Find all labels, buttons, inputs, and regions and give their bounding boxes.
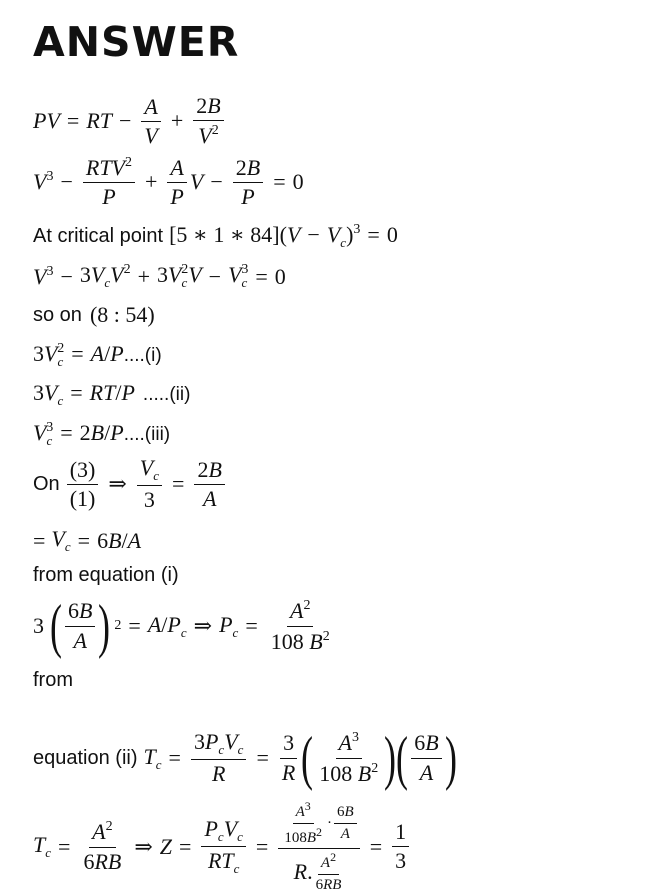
text-at-critical-point: At critical point	[33, 225, 164, 247]
text-on: On	[33, 472, 60, 495]
tag-eq-iii: ....(iii)	[123, 423, 171, 445]
equation-line-15: $T_c$ = $\frac{A^2}{6RB}$ ⇒ Z = $\frac{P_cV_c}{RT_c}$ = $\frac{A^3}{108B^2}$ · $\frac{6B}{A}$ R . $\frac{A^2}{6RB}$ = $\frac{1}{3}$	[33, 800, 412, 893]
text-so-on: so on	[33, 303, 82, 326]
equation-line-5: so on (8 : 54)	[33, 302, 155, 327]
tag-eq-ii: .....(ii)	[142, 383, 191, 405]
text-equation-ii: equation (ii)	[33, 746, 138, 769]
equation-line-10: = $V_c$ = 6B/A	[33, 526, 142, 554]
equation-line-1: PV = RT − $\frac{A}{V}$ + $\frac{2B}{V^2}$	[33, 94, 227, 148]
equation-line-4: $V^3$ − $3V_cV^2$ + $3V_c^2V$ − $V_c^3$ = 0	[33, 262, 286, 290]
equation-line-14: equation (ii) $T_c$ = $\frac{3P_cV_c}{R}$ = $\frac{3}{R}$ ( $\frac{A^3}{108 B^2}$ ) ( $\frac{6B}{A}$ )	[33, 725, 457, 791]
equation-line-6: $3V_c^2 = A/P$ ....(i)	[33, 341, 162, 369]
equation-line-9: On $\frac{(3)}{(1)}$ ⇒ $\frac{V_c}{3}$ = $\frac{2B}{A}$	[33, 456, 228, 512]
equation-line-2: $V^3$ − $\frac{RTV^2}{P}$ + $\frac{A}{P}$ V − $\frac{2B}{P}$ = 0	[33, 154, 304, 210]
equation-line-11: from equation (i)	[33, 564, 179, 586]
answer-heading: ANSWER	[33, 18, 240, 66]
equation-line-8: $V_c^3 = 2B/P$ ....(iii)	[33, 420, 171, 448]
equation-line-3: At critical point [5 ∗ 1 ∗ $84](V - V_c)^3 = 0$	[33, 222, 398, 250]
tag-eq-i: ....(i)	[123, 344, 162, 366]
equation-line-12: 3 ( $\frac{6B}{A}$ ) 2 = $A/P_c$ ⇒ $P_c$ = $\frac{A^2}{108 B^2}$	[33, 593, 330, 659]
equation-line-7: $3V_c = RT/P$ .....(ii)	[33, 380, 191, 408]
equation-line-13: from	[33, 669, 73, 691]
